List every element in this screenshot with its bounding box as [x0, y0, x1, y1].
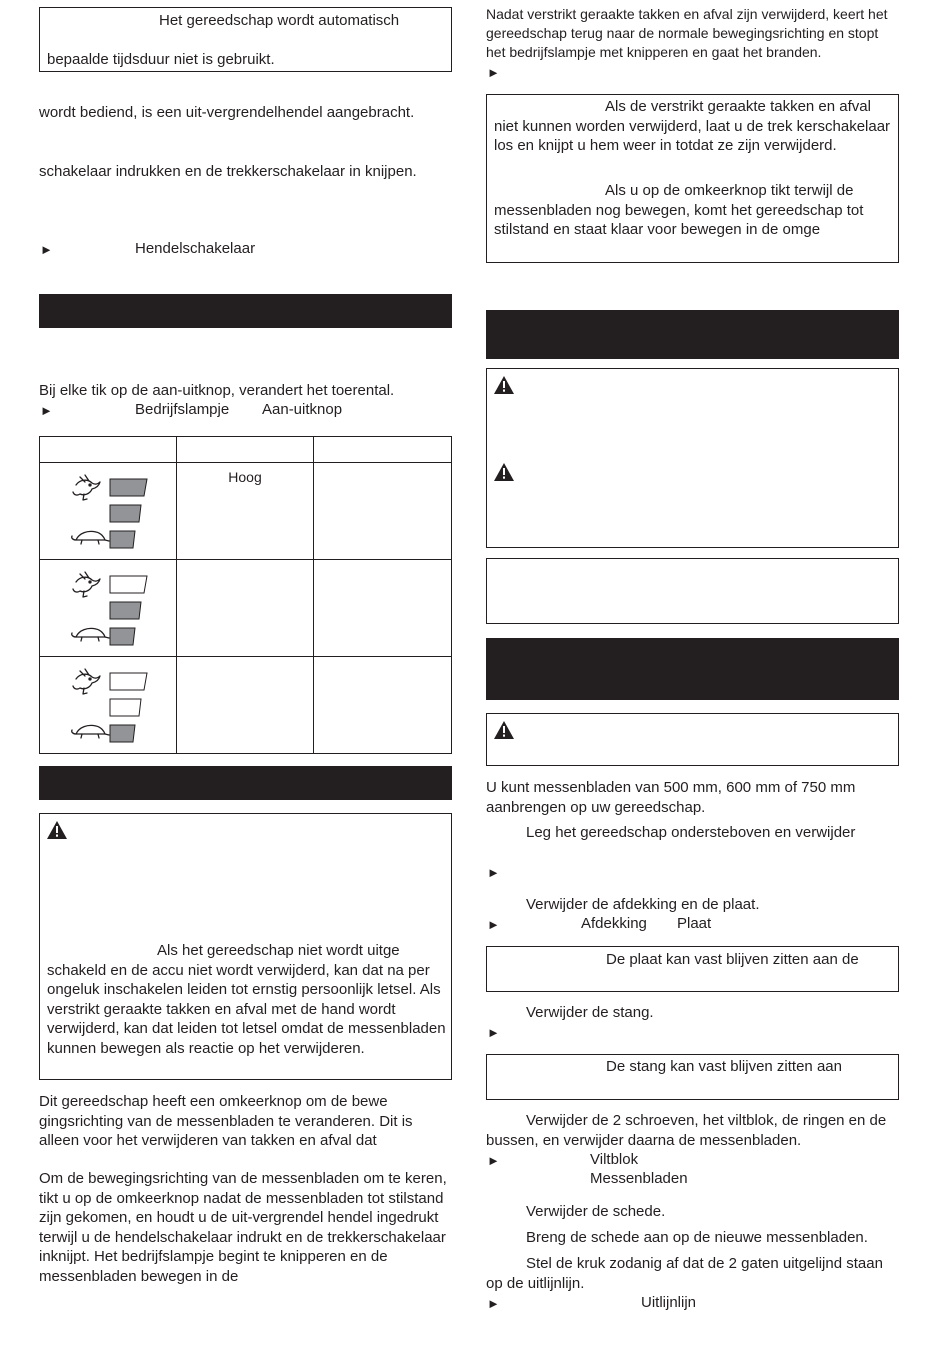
rabbit-icon	[73, 669, 100, 694]
speed-lamp-icon	[110, 576, 147, 593]
speed-indicator-graphic	[40, 560, 177, 656]
turtle-icon	[72, 628, 109, 641]
warning-triangle-icon	[493, 720, 515, 740]
table-cell	[314, 560, 452, 657]
lamp-cell	[40, 560, 177, 657]
speed-lamp-icon	[110, 479, 147, 496]
section-header-bar	[39, 766, 452, 800]
figure-ref-arrow: ►	[487, 917, 500, 932]
note-text-line1: Het gereedschap wordt automatisch	[159, 12, 400, 29]
turtle-icon	[72, 725, 109, 738]
figure-ref-label: Uitlijnlijn	[641, 1294, 697, 1311]
speed-indicator-graphic	[40, 657, 177, 753]
note-text-line2: bepaalde tijdsduur niet is gebruikt.	[47, 51, 275, 68]
note-text: Als u op de omkeerknop tikt terwijl de messenbladen nog bewegen, komt het gereedschap tot stilstand en staat klaar voor bewegen in de omge	[494, 182, 864, 238]
speed-lamp-icon	[110, 531, 135, 548]
speed-table	[39, 436, 452, 754]
note-text: Als de verstrikt geraakte takken en afval niet kunnen worden verwijderd, laat u de trek kerschakelaar los en knijpt u hem weer in totdat ze zijn verwijderd.	[494, 98, 891, 154]
caution-text: Als het gereedschap niet wordt uitge schakeld en de accu niet wordt verwijderd, kan dat na per ongeluk inschakelen leiden tot ernstig persoonlijk letsel. Als verstrikt geraakte takken en afval met de hand wordt verwijderd, kan dat leiden tot letsel omdat de messenbladen kunnen bewegen als reactie op het verwijderen.	[47, 942, 446, 1057]
table-cell	[177, 560, 314, 657]
table-row	[40, 463, 452, 560]
table-cell	[177, 657, 314, 754]
figure-ref-label: Plaat	[677, 915, 712, 932]
note-text: De plaat kan vast blijven zitten aan de	[606, 951, 859, 968]
lamp-cell	[40, 657, 177, 754]
figure-ref-arrow: ►	[487, 865, 500, 880]
turtle-icon	[72, 531, 109, 544]
body-text: wordt bediend, is een uit-vergrendelhendel aangebracht.	[39, 104, 415, 121]
figure-ref-label: Bedrijfslampje	[135, 401, 230, 418]
speed-lamp-icon	[110, 602, 141, 619]
speed-lamp-icon	[110, 673, 147, 690]
table-row	[40, 560, 452, 657]
figure-ref-arrow: ►	[487, 1153, 500, 1168]
warning-box	[486, 713, 899, 766]
body-text: Bij elke tik op de aan-uitknop, verandert het toerental.	[39, 382, 395, 399]
step-text: Verwijder de schede.	[526, 1203, 666, 1220]
table-cell	[314, 657, 452, 754]
body-text: Om de bewegingsrichting van de messenbladen om te keren, tikt u op de omkeerknop nadat de messenbladen tot stilstand zijn gekomen, en houdt u de uit-vergrendel hendel ingedrukt terwijl u de hendelschakelaar indrukt en de trekkerschakelaar inknijpt. Het bedrijfslampje begint te knipperen en de messenbladen bewegen in de	[39, 1170, 447, 1285]
speed-lamp-icon	[110, 725, 135, 742]
step-text: Verwijder de afdekking en de plaat.	[526, 896, 760, 913]
step-text: Verwijder de stang.	[526, 1004, 654, 1021]
step-text: Stel de kruk zodanig af dat de 2 gaten uitgelijnd staan op de uitlijnlijn.	[486, 1255, 883, 1292]
speed-lamp-icon	[110, 699, 141, 716]
speed-lamp-icon	[110, 628, 135, 645]
table-cell	[314, 463, 452, 560]
table-cell	[177, 463, 314, 560]
speed-label: Hoog	[228, 469, 262, 485]
table-header-cell	[40, 437, 177, 463]
rabbit-icon	[73, 572, 100, 597]
figure-ref-arrow: ►	[487, 65, 500, 80]
body-text: U kunt messenbladen van 500 mm, 600 mm of 750 mm aanbrengen op uw gereedschap.	[486, 779, 856, 816]
figure-ref-label: Afdekking	[581, 915, 647, 932]
step-text: Leg het gereedschap ondersteboven en verwijder	[526, 824, 856, 841]
body-text: Nadat verstrikt geraakte takken en afval zijn verwijderd, keert het gereedschap terug naar de normale bewegingsrichting en stopt het bedrijfslampje met knipperen en gaat het branden.	[486, 6, 888, 60]
note-box-empty	[486, 558, 899, 624]
step-text: Breng de schede aan op de nieuwe messenbladen.	[526, 1229, 868, 1246]
figure-ref-label: Hendelschakelaar	[135, 240, 256, 257]
step-text: Verwijder de 2 schroeven, het viltblok, de ringen en de bussen, en verwijder daarna de messenbladen.	[486, 1112, 887, 1149]
section-header-bar	[39, 294, 452, 328]
figure-ref-arrow: ►	[487, 1296, 500, 1311]
body-text: Dit gereedschap heeft een omkeerknop om de bewe gingsrichting van de messenbladen te veranderen. Dit is alleen voor het verwijderen van takken en afval dat	[39, 1093, 413, 1149]
lamp-cell	[40, 463, 177, 560]
table-header-cell	[314, 437, 452, 463]
table-header-cell	[177, 437, 314, 463]
figure-ref-label: Viltblok	[590, 1151, 639, 1168]
rabbit-icon	[73, 475, 100, 500]
warning-triangle-icon	[46, 820, 68, 840]
warning-triangle-icon	[493, 375, 515, 395]
speed-indicator-graphic	[40, 463, 177, 559]
section-header-bar	[486, 310, 899, 359]
warning-triangle-icon	[493, 462, 515, 482]
body-text: schakelaar indrukken en de trekkerschakelaar in knijpen.	[39, 163, 417, 180]
figure-ref-label: Aan-uitknop	[262, 401, 343, 418]
figure-ref-label: Messenbladen	[590, 1170, 688, 1187]
table-row	[40, 657, 452, 754]
figure-ref-arrow: ►	[40, 403, 53, 418]
figure-ref-arrow: ►	[40, 242, 53, 257]
note-text: De stang kan vast blijven zitten aan	[606, 1058, 842, 1075]
table-header-row	[40, 437, 452, 463]
warning-box	[486, 368, 899, 548]
speed-lamp-icon	[110, 505, 141, 522]
section-header-bar	[486, 638, 899, 700]
figure-ref-arrow: ►	[487, 1025, 500, 1040]
